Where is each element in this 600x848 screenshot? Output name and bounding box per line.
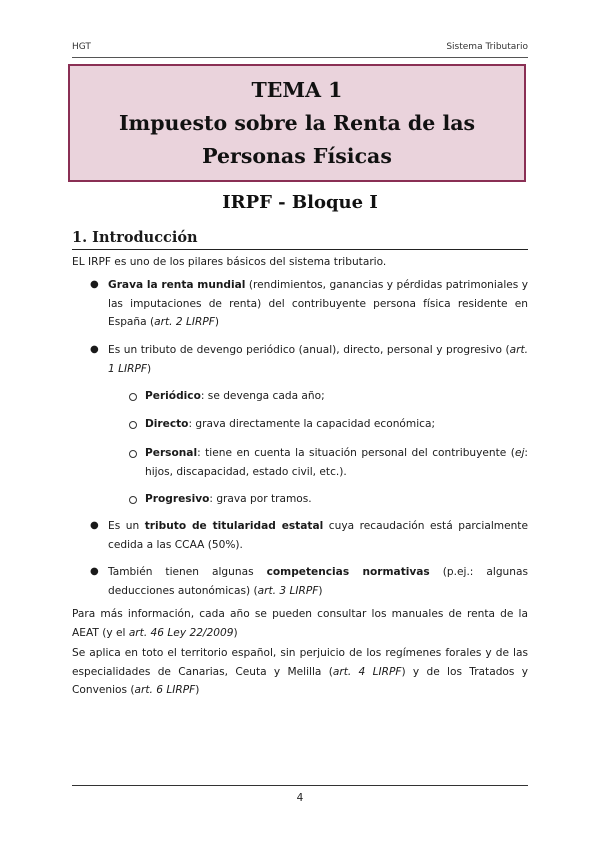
subtitle: IRPF - Bloque I xyxy=(222,192,378,213)
title-line-1: TEMA 1 xyxy=(251,77,343,102)
law-reference: art. 4 LIRPF xyxy=(332,665,402,678)
bullet-bold: Grava la renta mundial xyxy=(108,279,246,291)
law-reference: art. 6 LIRPF xyxy=(134,684,196,696)
header-right: Sistema Tributario xyxy=(446,42,528,52)
bullet-dot: ● xyxy=(90,344,99,355)
law-reference: art. 2 LIRPF xyxy=(154,316,215,328)
bullet-item: Grava la renta mundial (rendimientos, ganancias y pérdidas patrimoniales y las imputaciones de renta) del contribuyente persona física residente en España (art. 2 LIRPF) xyxy=(108,279,528,328)
footer-rule xyxy=(72,785,528,786)
sub-bullet-item: Directo: grava directamente la capacidad económica; xyxy=(145,418,436,430)
title-line-3: Personas Físicas xyxy=(202,143,392,168)
scope-paragraph: Se aplica en toto el territorio español, sin perjuicio de los regímenes forales y de las especialidades de Canarias, Ceuta y Melilla (art. 4 LIRPF) y de los Tratados y Convenios (art. 6 LIRPF) xyxy=(72,647,528,696)
info-paragraph: Para más información, cada año se pueden consultar los manuales de renta de la AEAT (y el art. 46 Ley 22/2009) xyxy=(72,608,528,639)
law-reference: art. 3 LIRPF xyxy=(257,584,319,597)
sub-bullet-item: Personal: tiene en cuenta la situación personal del contribuyente (ej: hijos, discapacidad, estado civil, etc.). xyxy=(145,447,528,478)
sub-bullet-item: Periódico: se devenga cada año; xyxy=(145,390,325,402)
bullet-dot: ● xyxy=(90,520,99,531)
sub-bullet-circle xyxy=(129,450,137,458)
bullet-item: Es un tributo de titularidad estatal cuya recaudación está parcialmente cedida a las CCAA (50%). xyxy=(108,520,528,551)
law-reference: art. 46 Ley 22/2009 xyxy=(128,626,234,639)
law-reference: art. 1 LIRPF xyxy=(108,344,528,375)
section-heading: 1. Introducción xyxy=(72,229,528,250)
intro-paragraph: EL IRPF es uno de los pilares básicos del sistema tributario. xyxy=(72,256,387,268)
sub-bullet-circle xyxy=(129,496,137,504)
sub-bullet-circle xyxy=(129,421,137,429)
bullet-bold: competencias normativas xyxy=(266,566,430,578)
header-left: HGT xyxy=(72,42,91,52)
page-number: 4 xyxy=(296,792,304,804)
sub-bullet-item: Progresivo: grava por tramos. xyxy=(145,493,312,505)
bullet-item: También tienen algunas competencias normativas (p.ej.: algunas deducciones autonómicas) (art. 3 LIRPF) xyxy=(108,566,528,597)
bullet-item: Es un tributo de devengo periódico (anual), directo, personal y progresivo (art. 1 LIRPF) xyxy=(108,344,528,375)
title-box xyxy=(68,64,526,182)
bullet-dot: ● xyxy=(90,566,99,577)
bullet-bold: tributo de titularidad estatal xyxy=(144,520,324,532)
bullet-dot: ● xyxy=(90,279,99,290)
title-line-2: Impuesto sobre la Renta de las xyxy=(118,110,476,135)
sub-bullet-circle xyxy=(129,393,137,401)
running-header xyxy=(72,42,528,58)
